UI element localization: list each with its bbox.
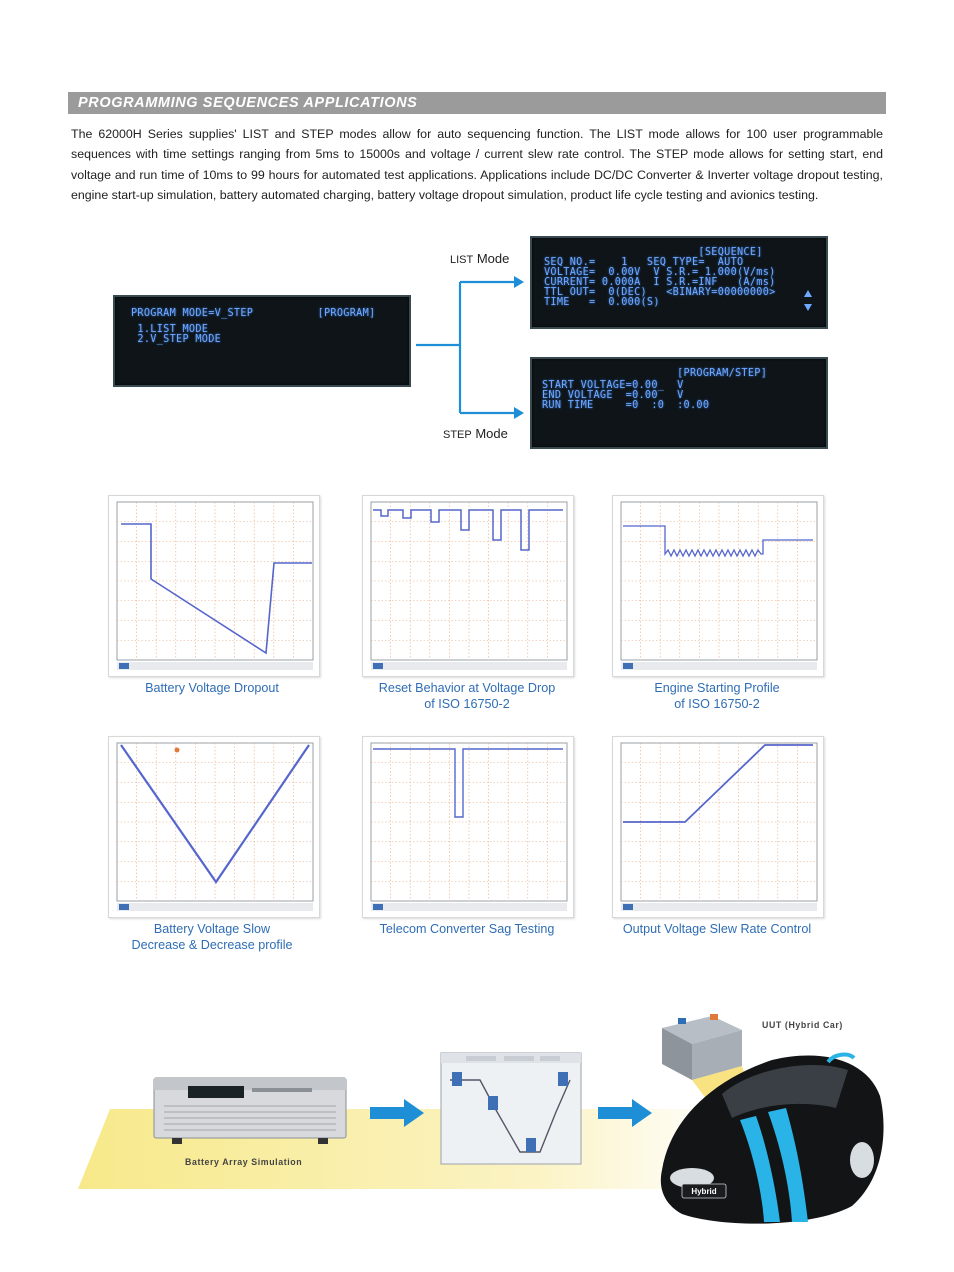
uut-label: UUT (Hybrid Car) bbox=[762, 1020, 843, 1030]
section-title: PROGRAMMING SEQUENCES APPLICATIONS bbox=[78, 95, 418, 111]
scope-engine-starting-profile bbox=[612, 495, 824, 677]
list-screen-line3: VOLTAGE= 0.00V V S.R.= 1.000(V/ms) bbox=[544, 267, 776, 278]
caption-1: Battery Voltage Dropout bbox=[145, 681, 279, 695]
battery-array-label: Battery Array Simulation bbox=[185, 1157, 303, 1167]
step-mode-label: STEP Mode bbox=[443, 426, 508, 441]
scope-trace-4 bbox=[109, 737, 319, 917]
hybrid-car-illustration bbox=[652, 1000, 892, 1230]
sequence-software-panel bbox=[440, 1052, 582, 1165]
scope-trace-1 bbox=[109, 496, 319, 676]
scope-trace-2 bbox=[363, 496, 573, 676]
program-mode-screen bbox=[113, 295, 411, 387]
scope-battery-voltage-dropout bbox=[108, 495, 320, 677]
scope-status-bar bbox=[621, 662, 817, 670]
scope-trace-3 bbox=[613, 496, 823, 676]
channel-indicator-icon bbox=[119, 904, 129, 910]
list-screen-line6: TIME = 0.000(S) bbox=[544, 297, 660, 308]
list-screen-line2: SEQ NO.= 1 SEQ TYPE= AUTO bbox=[544, 257, 744, 268]
scope-reset-behavior bbox=[362, 495, 574, 677]
scope-status-bar bbox=[117, 903, 313, 911]
list-mode-label: LIST Mode bbox=[450, 251, 510, 266]
caption-4: Battery Voltage Slow Decrease & Decrease profile bbox=[131, 922, 293, 952]
list-screen-line4: CURRENT= 0.000A I S.R.=INF (A/ms) bbox=[544, 277, 776, 288]
step-mode-screen bbox=[530, 357, 828, 449]
scope-trace-6 bbox=[613, 737, 823, 917]
car-badge-text: Hybrid bbox=[691, 1187, 717, 1196]
scope-status-bar bbox=[371, 903, 567, 911]
step-screen-line1: [PROGRAM/STEP] bbox=[542, 368, 768, 379]
channel-indicator-icon bbox=[623, 663, 633, 669]
section-header-bar bbox=[68, 92, 886, 114]
step-screen-line4: RUN TIME =0 :0 :0.00 bbox=[542, 400, 710, 411]
caption-3: Engine Starting Profile of ISO 16750-2 bbox=[654, 681, 780, 711]
scope-battery-slow-decrease bbox=[108, 736, 320, 918]
channel-indicator-icon bbox=[373, 904, 383, 910]
scope-trace-5 bbox=[363, 737, 573, 917]
scope-status-bar bbox=[621, 903, 817, 911]
scope-slew-rate-control bbox=[612, 736, 824, 918]
step-screen-line2: START VOLTAGE=0.00_ V bbox=[542, 380, 684, 391]
caption-5: Telecom Converter Sag Testing bbox=[379, 922, 555, 936]
caption-2: Reset Behavior at Voltage Drop of ISO 16750-2 bbox=[378, 681, 556, 711]
program-screen-line3: 2.V_STEP MODE bbox=[131, 334, 222, 345]
branch-arrows bbox=[410, 270, 530, 430]
scroll-arrows-icon bbox=[804, 290, 812, 312]
program-screen-line2: 1.LIST MODE bbox=[131, 324, 209, 335]
list-screen-line5: TTL OUT= 0(DEC) <BINARY=00000000> bbox=[544, 287, 776, 298]
flow-arrow-2-icon bbox=[598, 1098, 654, 1128]
scope-status-bar bbox=[371, 662, 567, 670]
scope-telecom-sag bbox=[362, 736, 574, 918]
flow-arrow-1-icon bbox=[370, 1098, 426, 1128]
program-screen-line1: PROGRAM MODE=V_STEP [PROGRAM] bbox=[131, 308, 376, 319]
caption-6: Output Voltage Slew Rate Control bbox=[622, 922, 812, 936]
intro-paragraph: The 62000H Series supplies' LIST and STEP modes allow for auto sequencing function. The LIST mode allows for 100 user programmable sequences with time settings ranging from 5ms to 15000s and voltage / current slew rate control. The STEP mode allows for setting start, end voltage and run time of 10ms to 99 hours for automated test applications. Applications include DC/DC Converter & Inverter voltage dropout testing, engine start-up simulation, battery automated charging, battery voltage dropout simulation, product life cycle testing and avionics testing. bbox=[71, 127, 883, 202]
step-screen-line3: END VOLTAGE =0.00 V bbox=[542, 390, 684, 401]
scope-status-bar bbox=[117, 662, 313, 670]
channel-indicator-icon bbox=[373, 663, 383, 669]
list-mode-screen bbox=[530, 236, 828, 329]
power-supply-device bbox=[152, 1076, 348, 1148]
list-screen-line1: [SEQUENCE] bbox=[544, 247, 763, 258]
channel-indicator-icon bbox=[119, 663, 129, 669]
channel-indicator-icon bbox=[623, 904, 633, 910]
